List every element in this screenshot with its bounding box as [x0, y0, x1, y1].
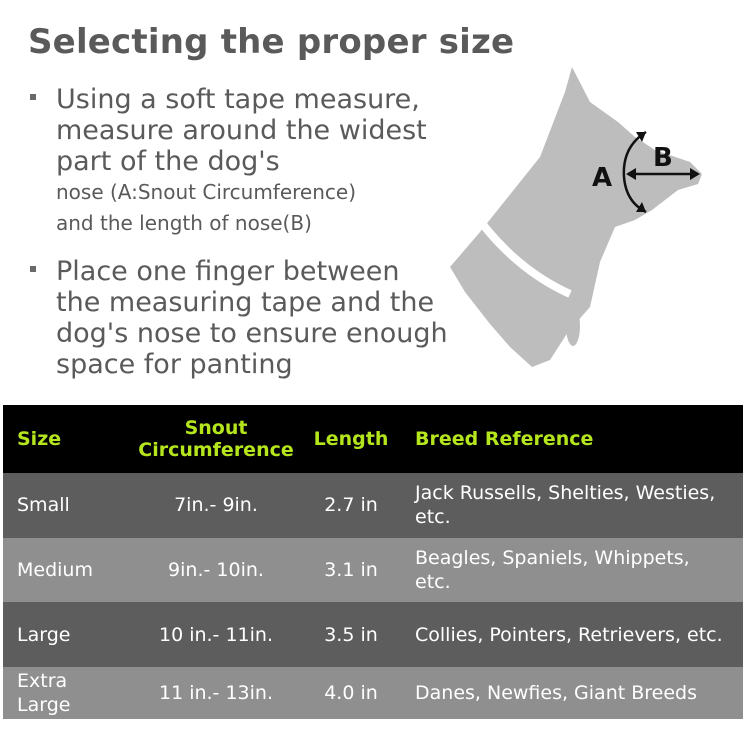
cell-breeds: Collies, Pointers, Retrievers, etc. [401, 602, 743, 667]
bullet-marker [30, 266, 36, 272]
cell-snout: 11 in.- 13in. [131, 667, 301, 719]
page-title: Selecting the proper size [28, 22, 515, 62]
header-size: Size [3, 405, 131, 473]
table-row [3, 667, 743, 719]
bullet-text: Place one finger between the measuring tape and the dog's nose to ensure enough space for panting [56, 256, 448, 380]
dog-head-measurement-diagram [440, 62, 730, 382]
cell-length: 2.7 in [301, 473, 401, 538]
label-b: B [653, 143, 673, 173]
table-row [3, 538, 743, 603]
cell-size: Extra Large [3, 667, 131, 719]
cell-size: Large [3, 602, 131, 667]
header-breed-reference: Breed Reference [401, 405, 743, 473]
header-length: Length [301, 405, 401, 473]
cell-snout: 7in.- 9in. [131, 473, 301, 538]
bullet-text-line: and the length of nose(B) [56, 211, 312, 235]
cell-breeds: Jack Russells, Shelties, Westies, etc. [401, 473, 743, 538]
cell-snout: 10 in.- 11in. [131, 602, 301, 667]
cell-breeds: Beagles, Spaniels, Whippets, etc. [401, 538, 743, 603]
table-header-row [3, 405, 743, 473]
cell-breeds: Danes, Newfies, Giant Breeds [401, 667, 743, 719]
bullet-text-line: nose (A:Snout Circumference) [56, 180, 357, 204]
instruction-bullet-measure [30, 84, 450, 239]
bullet-text: Using a soft tape measure, measure around the widest part of the dog's [56, 84, 427, 177]
cell-size: Small [3, 473, 131, 538]
instruction-bullet-finger [30, 256, 450, 380]
cell-length: 4.0 in [301, 667, 401, 719]
bullet-marker [30, 94, 36, 100]
table-row [3, 602, 743, 667]
cell-snout: 9in.- 10in. [131, 538, 301, 603]
label-a: A [592, 163, 613, 193]
table-row [3, 473, 743, 538]
header-snout-circumference: Snout Circumference [131, 405, 301, 473]
size-chart-table [3, 405, 743, 719]
cell-length: 3.1 in [301, 538, 401, 603]
collar-tag [566, 306, 580, 346]
cell-length: 3.5 in [301, 602, 401, 667]
cell-size: Medium [3, 538, 131, 603]
